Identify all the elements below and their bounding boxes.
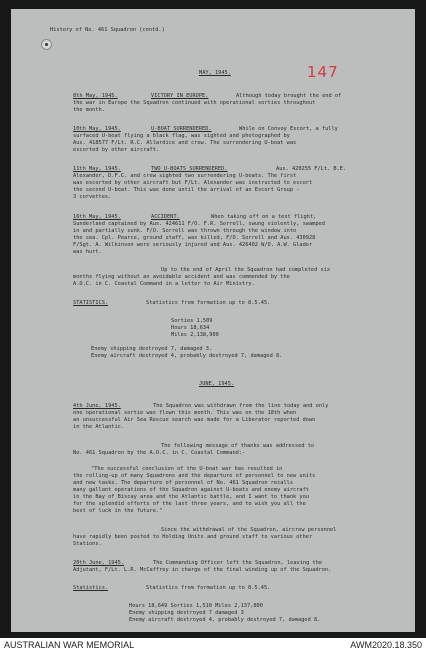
text-line: Statistics from formation up to 8.5.45.: [146, 585, 271, 591]
text-line: Stations.: [73, 541, 102, 547]
text-line: When taking off on a test flight,: [211, 214, 317, 220]
text-line: Adjutant, F/Lt. L.R. McCaffrey in charge of the final winding up of the Squadron.: [73, 567, 332, 573]
text-line: The Squadron was withdrawn from the line today and only: [153, 403, 329, 409]
doc-header: History of No. 461 Squadron (contd.): [50, 27, 165, 33]
text-line: Up to the end of April the Squadron had completed six: [161, 267, 331, 273]
entry-heading: VICTORY IN EUROPE.: [151, 93, 209, 99]
stat-line: Hours 18,634: [171, 325, 210, 331]
entry-heading: U-BOAT SURRENDERED.: [151, 126, 212, 132]
section-title-june: JUNE, 1945.: [199, 381, 235, 387]
text-line: escorted by other aircraft.: [73, 147, 160, 153]
document-page: [11, 9, 415, 632]
entry-date: 4th June, 1945.: [73, 403, 121, 409]
punch-hole-icon: [41, 39, 52, 50]
text-line: have rapidly been posted to Holding Units and ground staff to various other: [73, 534, 313, 540]
text-line: Although today brought the end of: [236, 93, 342, 99]
stat-line: Enemy aircraft destroyed 4, probably destroyed 7, damaged 8.: [129, 617, 321, 623]
stat-line: Enemy shipping destroyed 7 damaged 3: [129, 610, 244, 616]
text-line: The Commanding Officer left the Squadron, leaving the: [153, 560, 323, 566]
text-line: months flying without an avoidable accident and was commended by the: [73, 274, 290, 280]
text-line: Alexander, D.F.C. and crew sighted two surrendering U-boats. The first: [73, 173, 297, 179]
quote-line: best of luck in the future.": [73, 508, 163, 514]
quote-line: and new tasks. The departure of personnel of No. 461 Squadron recalls: [73, 480, 294, 486]
text-line: the sea. Cpl. Pearce, ground staff, was killed, F/O. Sorrell and Aus. 430928: [73, 235, 316, 241]
text-line: Aus. 418577 F/Lt. R.C. Allardice and crew. The surrendering U-boat was: [73, 140, 297, 146]
quote-line: for the splendid efforts of the last three years, and to wish you all the: [73, 501, 306, 507]
entry-date: 8th May, 1945.: [73, 93, 118, 99]
entry-date: 16th May, 1945.: [73, 214, 121, 220]
text-line: 3 corvettes.: [73, 194, 112, 200]
text-line: Aus. 420255 F/Lt. B.E.: [276, 166, 347, 172]
text-line: Since the withdrawal of the Squadron, aircrew personnel: [161, 527, 337, 533]
entry-date: 10th May, 1945.: [73, 126, 121, 132]
quote-line: "The successful conclusion of the U-boat war has resulted in: [91, 466, 283, 472]
text-line: A.O.C. in C. Coastal Command in a letter to Air Ministry.: [73, 281, 255, 287]
stat-line: Enemy shipping destroyed 7, damaged 3.: [91, 346, 213, 352]
entry-date: 11th May, 1945.: [73, 166, 121, 172]
stat-line: Hours 18,649 Sorties 1,510 Miles 2,137,800: [129, 603, 263, 609]
text-line: in the Atlantic.: [73, 424, 125, 430]
footer-credit: AUSTRALIAN WAR MEMORIAL: [4, 640, 135, 650]
quote-line: many gallant operations of the Squadron against U-boats and enemy aircraft: [73, 487, 309, 493]
text-line: was hurt.: [73, 249, 102, 255]
text-line: was escorted by other aircraft but F/Lt. Alexander was instructed to escort: [73, 180, 313, 186]
text-line: the second U-boat. This was done until the arrival of an Escort Group -: [73, 187, 300, 193]
footer-accession: AWM2020.18.350: [350, 640, 422, 650]
text-line: Sunderland captained by Aus. 424611 F/O. F.R. Sorrell, swung violently, swamped: [73, 221, 325, 227]
section-title-may: MAY, 1945.: [199, 70, 231, 76]
stat-line: Miles 2,138,900: [171, 332, 219, 338]
stat-line: Enemy aircraft destroyed 4, probably destroyed 7, damaged 8.: [91, 353, 283, 359]
stats-heading: Statistics.: [73, 585, 109, 591]
text-line: in and partially sunk. F/O. Sorrell was thrown through the window into: [73, 228, 297, 234]
entry-date: 20th June, 1945.: [73, 560, 125, 566]
text-line: an unsuccessful Air Sea Rescue search was made for a Liberator reported down: [73, 417, 316, 423]
text-line: the war in Europe the Squadron continued with operational sorties throughout: [73, 100, 316, 106]
text-line: Statistics from formation up to 8.5.45.: [146, 300, 271, 306]
entry-heading: TWO U-BOATS SURRENDERED.: [151, 166, 228, 172]
quote-line: in the Bay of Biscay area and the Atlantic battle, and I want to thank you: [73, 494, 309, 500]
quote-line: the rolling-up of many Squadrons and the departure of personnel to new units: [73, 473, 316, 479]
handwritten-page-number: 147: [307, 63, 339, 81]
text-line: The following message of thanks was addressed to: [161, 443, 315, 449]
text-line: While on Convoy Escort, a fully: [239, 126, 338, 132]
entry-heading: ACCIDENT.: [151, 214, 180, 220]
text-line: one operational sortie was flown this month. This was on the 18th when: [73, 410, 297, 416]
text-line: surfaced U-boat flying a black flag, was sighted and photographed by: [73, 133, 290, 139]
text-line: the month.: [73, 107, 105, 113]
text-line: F/Sgt. A. Wilkinson were seriously injured and Aus. 426402 W/O. A.W. Glader: [73, 242, 313, 248]
stat-line: Sorties 1,509: [171, 318, 213, 324]
text-line: No. 461 Squadron by the A.O.C. in C. Coastal Command:-: [73, 450, 246, 456]
stats-heading: STATISTICS.: [73, 300, 109, 306]
